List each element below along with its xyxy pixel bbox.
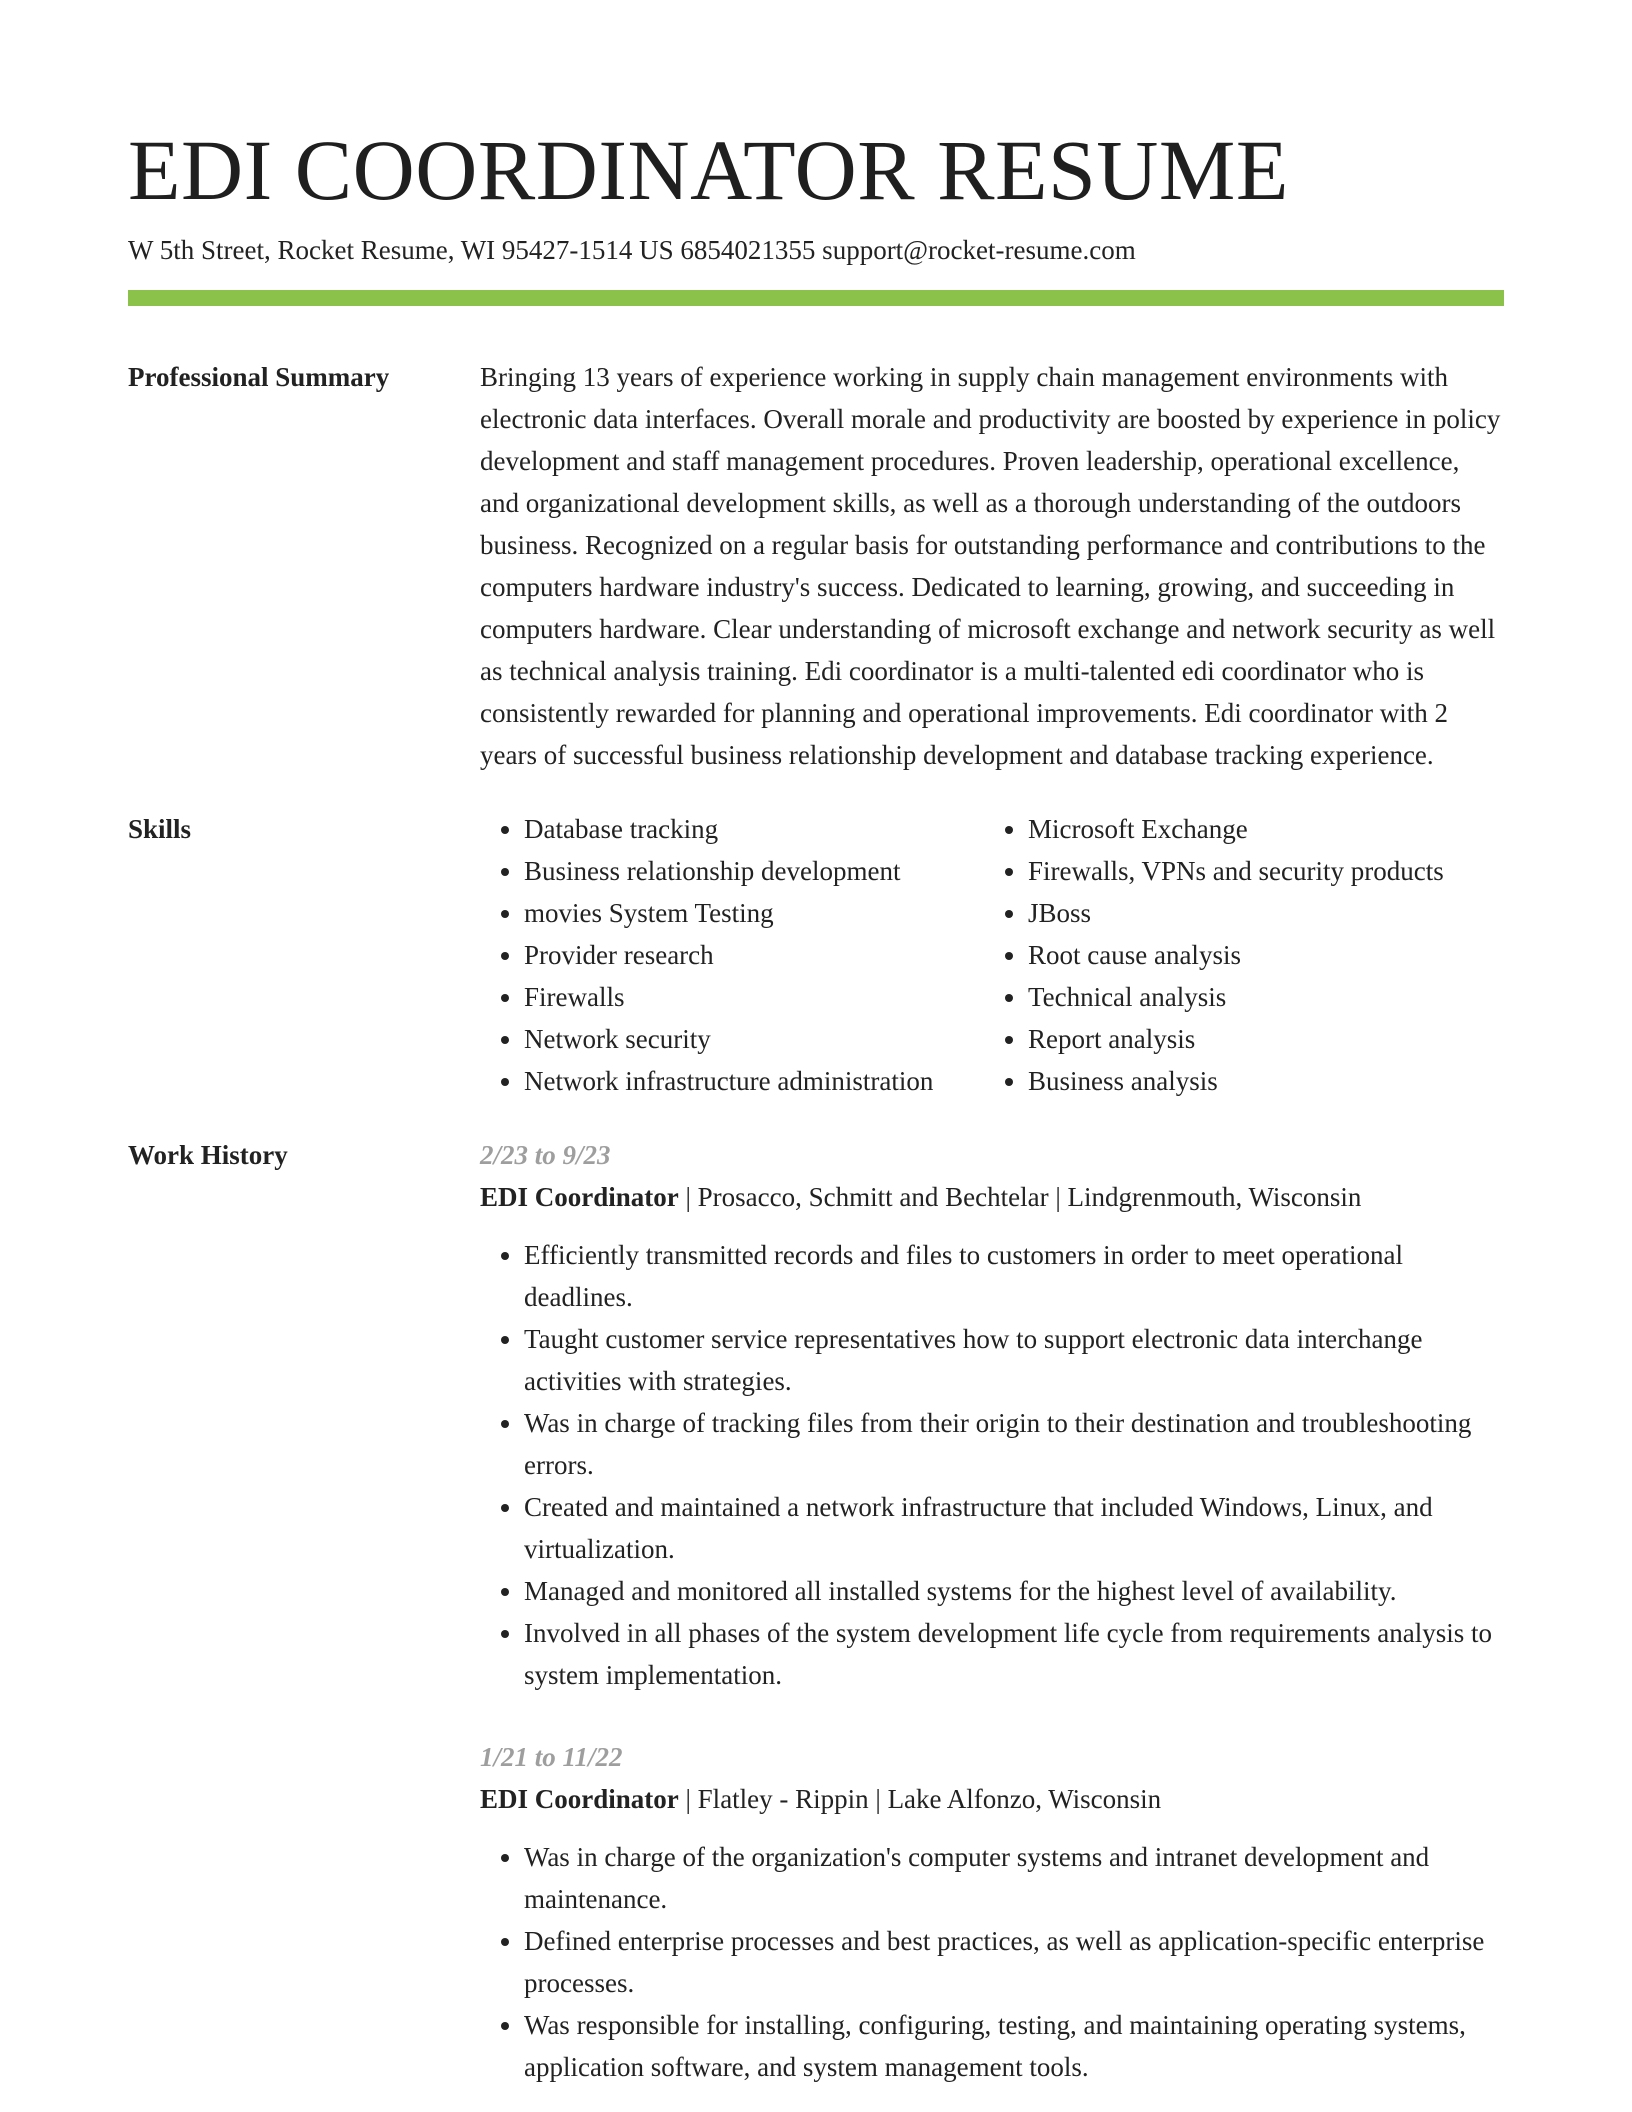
skills-section [128, 808, 1504, 1102]
accent-divider [128, 290, 1504, 306]
skill-item: • Firewalls, VPNs and security products [1028, 850, 1488, 892]
job-entry [480, 1736, 1504, 2088]
job-bullet: • Was in charge of the organization's computer systems and intranet development and maintenance. [524, 1836, 1504, 1920]
job-bullet: • Involved in all phases of the system development life cycle from requirements analysis to system implementation. [524, 1612, 1504, 1696]
job-bullet: • Defined enterprise processes and best practices, as well as application-specific enterprise processes. [524, 1920, 1504, 2004]
job-employer-location: | Prosacco, Schmitt and Bechtelar | Lindgrenmouth, Wisconsin [678, 1182, 1362, 1212]
skills-grid [480, 808, 1504, 1102]
job-title: EDI Coordinator [480, 1182, 679, 1212]
job-entry [480, 1134, 1504, 1696]
summary-text: Bringing 13 years of experience working in supply chain management environments with electronic data interfaces. Overall morale and productivity are boosted by experience in policy development and staff management procedures. Proven leadership, operational excellence, and organizational development skills, as well as a thorough understanding of the outdoors business. Recognized on a regular basis for outstanding performance and contributions to the computers hardware industry's success. Dedicated to learning, growing, and succeeding in computers hardware. Clear understanding of microsoft exchange and network security as well as technical analysis training. Edi coordinator is a multi-talented edi coordinator who is consistently rewarded for planning and operational improvements. Edi coordinator with 2 years of successful business relationship development and database tracking experience. [480, 362, 1501, 770]
job-bullet: • Created and maintained a network infrastructure that included Windows, Linux, and virtualization. [524, 1486, 1504, 1570]
skill-item: • Business relationship development [524, 850, 984, 892]
skill-item: • Business analysis [1028, 1060, 1488, 1102]
skills-column-left [480, 808, 984, 1102]
skill-item: • Database tracking [524, 808, 984, 850]
job-dates: 1/21 to 11/22 [480, 1742, 623, 1772]
job-bullet: • Efficiently transmitted records and files to customers in order to meet operational deadlines. [524, 1234, 1504, 1318]
job-bullet: • Taught customer service representatives how to support electronic data interchange activities with strategies. [524, 1318, 1504, 1402]
work-history-section [128, 1134, 1504, 2088]
job-title: EDI Coordinator [480, 1784, 679, 1814]
skill-item: • Report analysis [1028, 1018, 1488, 1060]
work-history-heading: Work History [128, 1140, 288, 1170]
skill-item: • Firewalls [524, 976, 984, 1018]
skill-item: • Network security [524, 1018, 984, 1060]
skill-item: • movies System Testing [524, 892, 984, 934]
skill-item: • JBoss [1028, 892, 1488, 934]
job-bullet-list [480, 1836, 1504, 2088]
skill-item: • Root cause analysis [1028, 934, 1488, 976]
skill-item: • Technical analysis [1028, 976, 1488, 1018]
job-bullet: • Managed and monitored all installed systems for the highest level of availability. [524, 1570, 1504, 1612]
job-dates: 2/23 to 9/23 [480, 1140, 611, 1170]
job-bullet: • Was in charge of tracking files from their origin to their destination and troubleshooting errors. [524, 1402, 1504, 1486]
resume-page [128, 118, 1504, 2088]
job-title-line [480, 1176, 1504, 1218]
skill-item: • Provider research [524, 934, 984, 976]
job-employer-location: | Flatley - Rippin | Lake Alfonzo, Wisconsin [678, 1784, 1162, 1814]
contact-line: W 5th Street, Rocket Resume, WI 95427-1514 US 6854021355 support@rocket-resume.com [128, 235, 1136, 265]
skill-item: • Network infrastructure administration [524, 1060, 984, 1102]
job-bullet: • Was responsible for installing, configuring, testing, and maintaining operating systems, application software, and system management tools. [524, 2004, 1504, 2088]
summary-section [128, 356, 1504, 776]
work-history-list [480, 1134, 1504, 2088]
skills-column-right [984, 808, 1488, 1102]
job-title-line [480, 1778, 1504, 1820]
skills-heading: Skills [128, 814, 192, 844]
resume-title: EDI COORDINATOR RESUME [128, 122, 1289, 218]
job-bullet-list [480, 1234, 1504, 1696]
skill-item: • Microsoft Exchange [1028, 808, 1488, 850]
summary-heading: Professional Summary [128, 362, 390, 392]
